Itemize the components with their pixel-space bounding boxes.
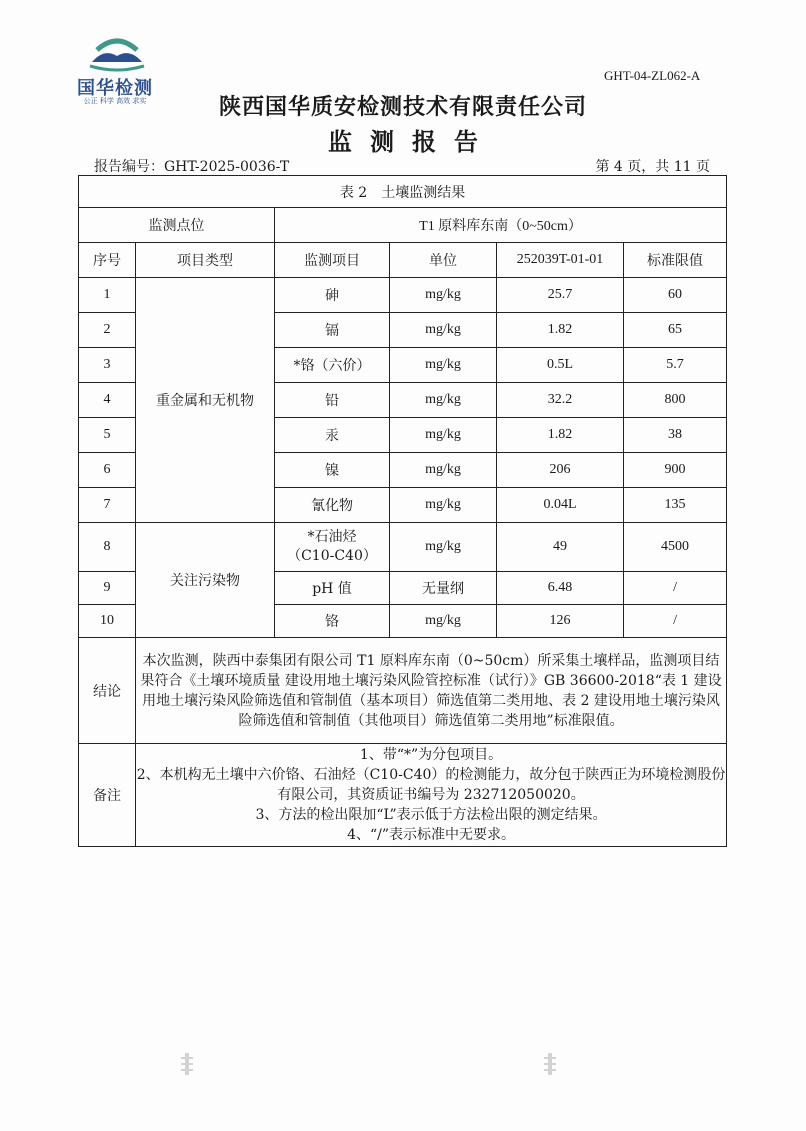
company-name: 陕西国华质安检测技术有限责任公司 [218,95,587,120]
row-unit: mg/kg [390,418,497,453]
row-value: 32.2 [497,383,624,418]
row-limit: 135 [624,488,727,523]
col-header-no: 序号 [79,243,136,278]
row-unit: mg/kg [390,348,497,383]
row-item: *铬（六价） [275,348,390,383]
binding-mark-icon [543,1053,557,1075]
row-item-line2: （C10-C40） [287,548,377,564]
row-item: 镉 [275,313,390,348]
row-value: 6.48 [497,572,624,605]
row-no: 9 [79,572,136,605]
row-limit: 5.7 [624,348,727,383]
col-header-unit: 单位 [390,243,497,278]
remark-item: 3、方法的检出限加“L”表示低于方法检出限的测定结果。 [255,807,607,823]
row-no: 5 [79,418,136,453]
page-info: 第 4 页，共 11 页 [595,159,710,175]
table-row [79,278,727,313]
site-value: T1 原料库东南（0~50cm） [275,208,727,243]
report-title: 监测报告 [328,128,496,156]
row-item: 铬 [275,605,390,638]
document-code: GHT-04-ZL062-A [604,68,701,83]
remark-item: 4、“/”表示标准中无要求。 [347,827,516,843]
row-item: 氰化物 [275,488,390,523]
row-unit: mg/kg [390,488,497,523]
col-header-item: 监测项目 [275,243,390,278]
row-unit: 无量纲 [390,572,497,605]
row-unit: mg/kg [390,313,497,348]
site-label: 监测点位 [79,208,275,243]
table-row [79,523,727,572]
row-limit: 60 [624,278,727,313]
soil-results-table [78,175,727,847]
row-item: 汞 [275,418,390,453]
conclusion-label: 结论 [79,638,136,744]
row-unit: mg/kg [390,453,497,488]
row-limit: / [624,605,727,638]
row-value: 49 [497,523,624,572]
row-item: 镍 [275,453,390,488]
row-value: 0.04L [497,488,624,523]
row-no: 2 [79,313,136,348]
row-no: 8 [79,523,136,572]
logo-slogan: 公正 科学 高效 求实 [83,97,147,105]
remarks-cell [136,744,727,847]
row-limit: 4500 [624,523,727,572]
row-item: 铅 [275,383,390,418]
row-limit: 900 [624,453,727,488]
binding-mark-icon [180,1053,194,1075]
row-no: 1 [79,278,136,313]
row-item: pH 值 [275,572,390,605]
row-unit: mg/kg [390,278,497,313]
remark-item: 2、本机构无土壤中六价铬、石油烃（C10-C40）的检测能力，故分包于陕西正为环境检测股份有限公司，其资质证书编号为 232712050020。 [136,767,726,803]
row-limit: / [624,572,727,605]
row-value: 1.82 [497,418,624,453]
row-unit: mg/kg [390,383,497,418]
row-item-line1: *石油烃 [307,529,357,545]
table-caption: 表 2 土壤监测结果 [79,176,727,208]
logo-text: 国华检测 [77,78,153,99]
report-number: 报告编号：GHT-2025-0036-T [94,159,290,175]
row-no: 6 [79,453,136,488]
group-heavy-metals: 重金属和无机物 [136,278,275,523]
row-no: 10 [79,605,136,638]
row-no: 3 [79,348,136,383]
row-item: 砷 [275,278,390,313]
row-value: 1.82 [497,313,624,348]
col-header-limit: 标准限值 [624,243,727,278]
row-value: 0.5L [497,348,624,383]
col-header-sample: 252039T-01-01 [497,243,624,278]
row-limit: 65 [624,313,727,348]
row-item [275,523,390,572]
row-unit: mg/kg [390,523,497,572]
row-value: 25.7 [497,278,624,313]
remarks-label: 备注 [79,744,136,847]
row-limit: 38 [624,418,727,453]
row-no: 4 [79,383,136,418]
row-unit: mg/kg [390,605,497,638]
group-focus-pollutants: 关注污染物 [136,523,275,638]
row-no: 7 [79,488,136,523]
header-row [79,243,727,278]
row-value: 206 [497,453,624,488]
remark-item: 1、带“*”为分包项目。 [359,747,503,763]
row-value: 126 [497,605,624,638]
row-limit: 800 [624,383,727,418]
conclusion-text: 本次监测，陕西中泰集团有限公司 T1 原料库东南（0~50cm）所采集土壤样品，监测项目结果符合《土壤环境质量 建设用地土壤污染风险管控标准（试行）》GB 36600-2018“表 1 建设用地土壤污染风险筛选值和管制值（基本项目）筛选值第二类用地、表 2 建设用地土壤污染风险筛选值和管制值（其他项目）筛选值第二类用地”标准限值。 [136,638,727,744]
col-header-type: 项目类型 [136,243,275,278]
